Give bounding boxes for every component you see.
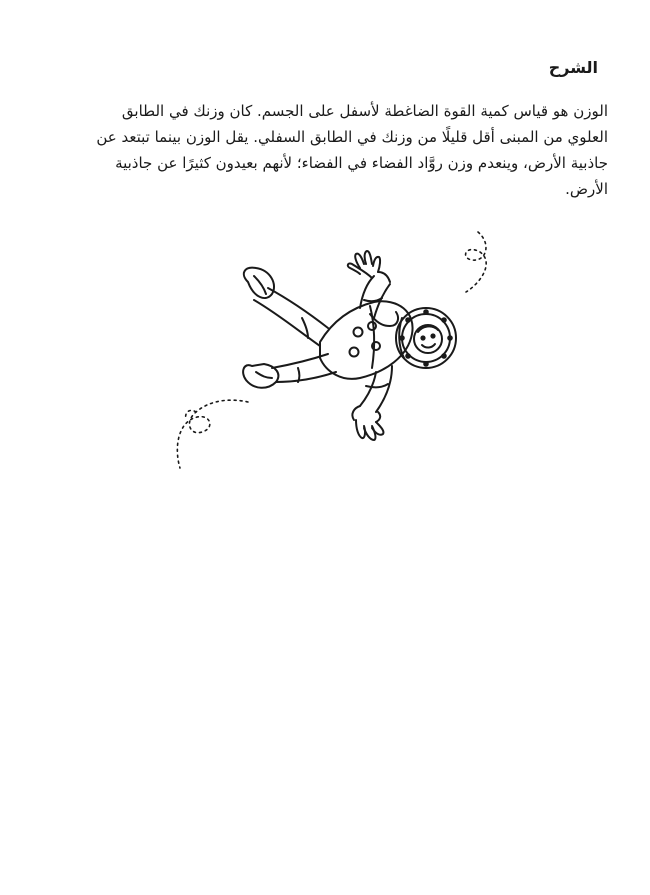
- astronaut-illustration-icon: [160, 222, 500, 477]
- explanation-paragraph: الوزن هو قياس كمية القوة الضاغطة لأسفل على الجسم. كان وزنك في الطابق العلوي من المبنى أقل قليلًا من وزنك في الطابق السفلي. يقل الوزن بينما تبتعد عن جاذبية الأرض، وينعدم وزن روَّاد الفضاء في الفضاء؛ لأنهم بعيدون كثيرًا عن جاذبية الأرض.: [96, 102, 608, 198]
- section-heading: الشرح: [548, 58, 598, 77]
